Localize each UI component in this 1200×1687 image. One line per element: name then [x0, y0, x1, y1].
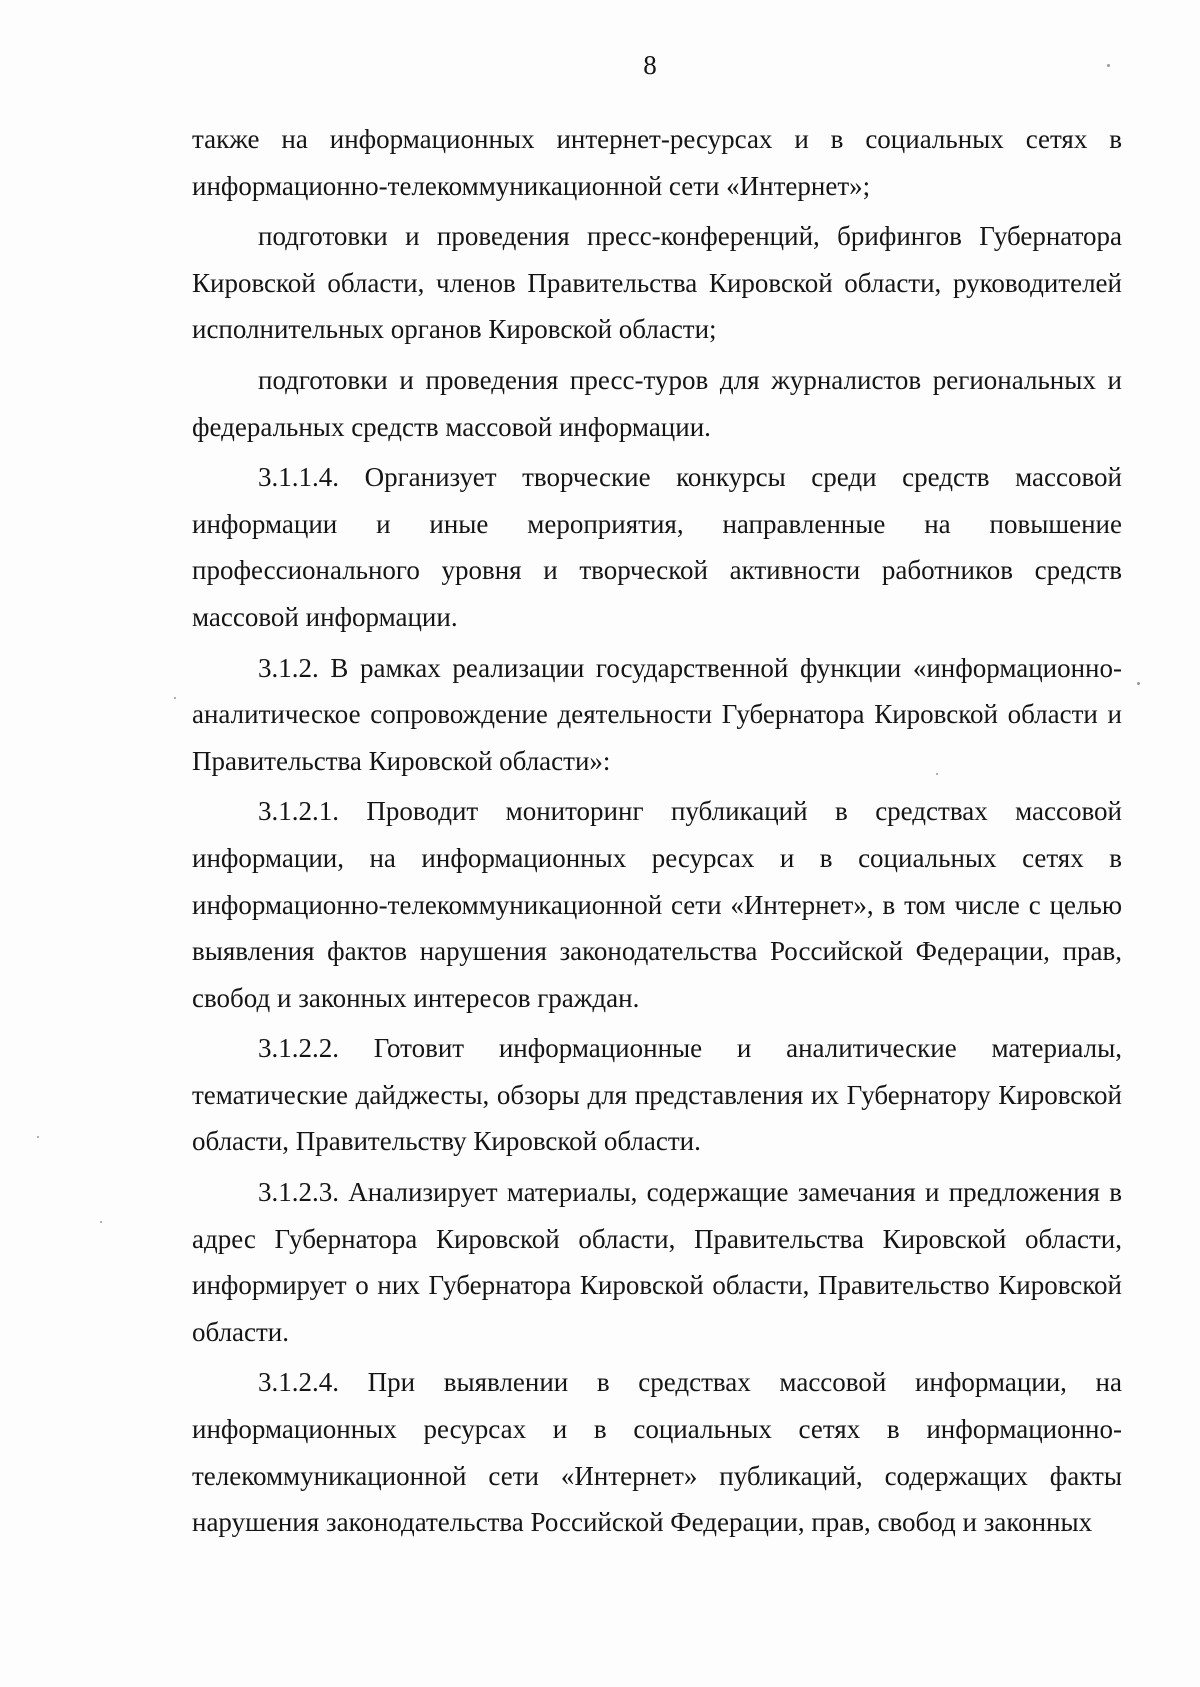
- scan-speck: [1137, 682, 1140, 685]
- page-number: 8: [643, 50, 657, 80]
- paragraph-3-1-2-2: 3.1.2.2. Готовит информационные и аналитические материалы, тематические дайджесты, обзоры для представления их Губернатору Кировской области, Правительству Кировской области.: [192, 1033, 1122, 1157]
- scan-speck: [37, 1136, 39, 1138]
- scan-speck: [174, 697, 176, 699]
- scan-speck: [936, 773, 938, 775]
- paragraph-3-1-2-1: 3.1.2.1. Проводит мониторинг публикаций в средствах массовой информации, на информационных ресурсах и в социальных сетях в информационно-телекоммуникационной сети «Интернет», в том числе с целью выявления фактов нарушения законодательства Российской Федерации, прав, свобод и законных интересов граждан.: [192, 796, 1122, 1013]
- paragraph-3-1-2-4: 3.1.2.4. При выявлении в средствах массовой информации, на информационных ресурсах и в социальных сетях в информационно-телекоммуникационной сети «Интернет» публикаций, содержащих факты нарушения законодательства Российской Федерации, прав, свобод и законных: [192, 1367, 1122, 1538]
- scan-speck: [1107, 64, 1110, 67]
- paragraph-continuation: также на информационных интернет-ресурсах и в социальных сетях в информационно-телекоммуникационной сети «Интернет»;: [192, 124, 1122, 201]
- scan-speck: [100, 1221, 102, 1223]
- paragraph-press-conferences: подготовки и проведения пресс-конференций, брифингов Губернатора Кировской области, членов Правительства Кировской области, руководителей исполнительных органов Кировской области;: [192, 221, 1122, 345]
- paragraph-press-tours: подготовки и проведения пресс-туров для журналистов региональных и федеральных средств массовой информации.: [192, 364, 1122, 442]
- paragraph-3-1-2-3: 3.1.2.3. Анализирует материалы, содержащие замечания и предложения в адрес Губернатора Кировской области, Правительства Кировской области, информирует о них Губернатора Кировской области, Правительство Кировской области.: [192, 1177, 1122, 1347]
- paragraph-3-1-2: 3.1.2. В рамках реализации государственной функции «информационно-аналитическое сопровождение деятельности Губернатора Кировской области и Правительства Кировской области»:: [192, 652, 1122, 776]
- document-body: [192, 116, 1122, 1550]
- paragraph-3-1-1-4: 3.1.1.4. Организует творческие конкурсы среди средств массовой информации и иные мероприятия, направленные на повышение профессионального уровня и творческой активности работников средств массовой информации.: [192, 462, 1122, 632]
